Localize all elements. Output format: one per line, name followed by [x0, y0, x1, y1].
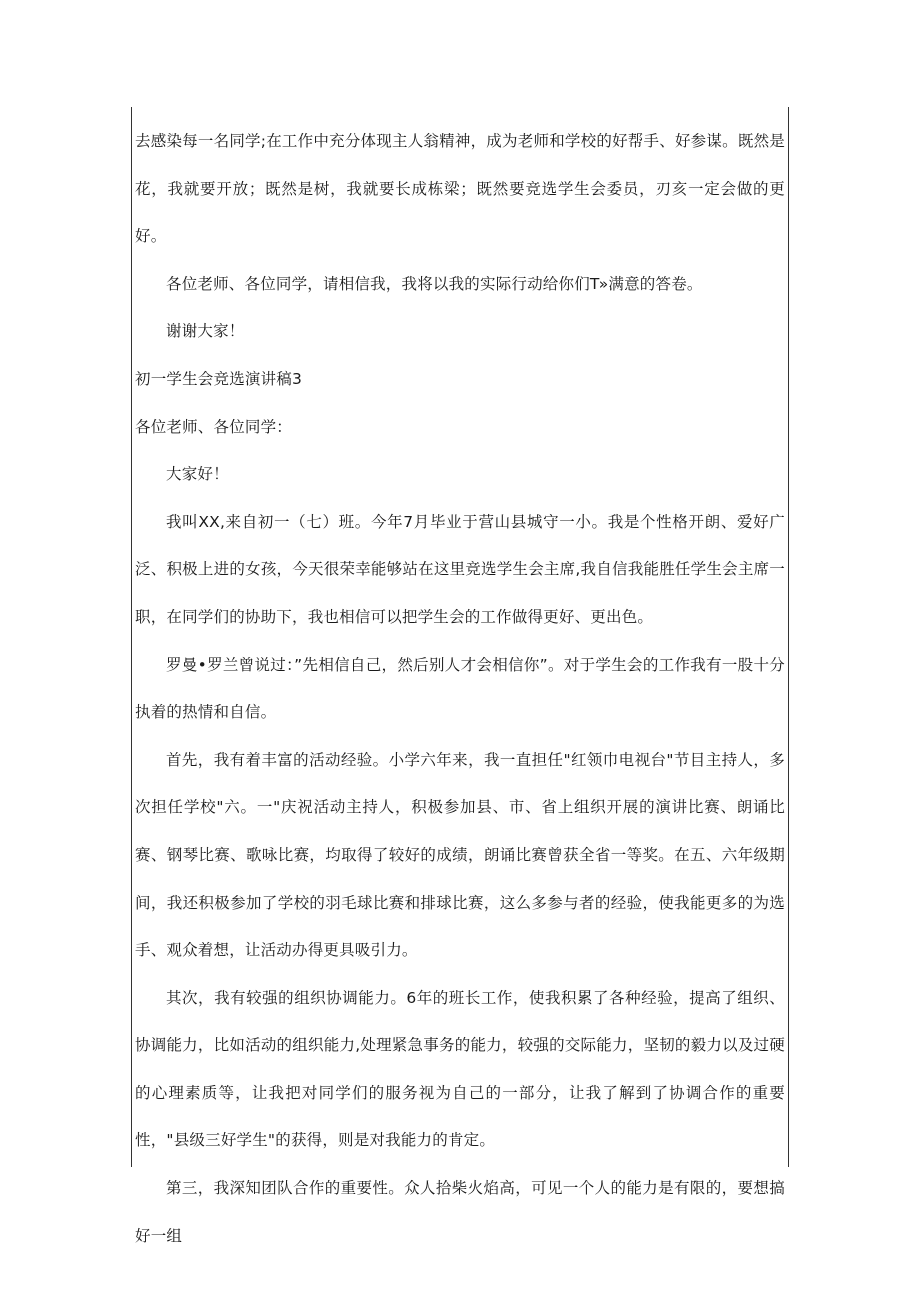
- document-body: [135, 118, 785, 1260]
- paragraph-continuation: 去感染每一名同学;在工作中充分体现主人翁精神，成为老师和学校的好帮手、好参谋。既然是花，我就要开放；既然是树，我就要长成栋梁；既然要竞选学生会委员，刃亥一定会做的更好。: [135, 132, 785, 246]
- paragraph-experience: 首先，我有着丰富的活动经验。小学六年来，我一直担任"红领巾电视台"节目主持人，多次担任学校"六。一"庆祝活动主持人，积极参加县、市、省上组织开展的演讲比赛、朗诵比赛、钢琴比赛、歌咏比赛，均取得了较好的成绩，朗诵比赛曾获全省一等奖。在五、六年级期间，我还积极参加了学校的羽毛球比赛和排球比赛，这么多参与者的经验，使我能更多的为选手、观众着想，让活动办得更具吸引力。: [135, 750, 785, 960]
- paragraph-quote: 罗曼•罗兰曾说过：”先相信自己，然后别人才会相信你”。对于学生会的工作我有一股十分执着的热情和自信。: [135, 655, 785, 722]
- section-title: 初一学生会竞选演讲稿3: [135, 369, 303, 388]
- paragraph-organization: 其次，我有较强的组织协调能力。6年的班长工作，使我积累了各种经验，提高了组织、协调能力，比如活动的组织能力,处理紧急事务的能力，较强的交际能力，坚韧的毅力以及过硬的心理素质等，让我把对同学们的服务视为自己的一部分，让我了解到了协调合作的重要性，"县级三好学生"的获得，则是对我能力的肯定。: [135, 988, 785, 1150]
- greeting: 大家好！: [166, 465, 229, 484]
- paragraph-teamwork: 第三，我深知团队合作的重要性。众人拾柴火焰高，可见一个人的能力是有限的，要想搞好一组: [135, 1179, 785, 1245]
- right-margin-rule: [788, 107, 789, 1167]
- paragraph-introduction: 我叫XX,来自初一（七）班。今年7月毕业于营山县城守一小。我是个性格开朗、爱好广泛、积极上进的女孩，今天很荣幸能够站在这里竞选学生会主席,我自信我能胜任学生会主席一职，在同学们的协助下，我也相信可以把学生会的工作做得更好、更出色。: [135, 512, 785, 626]
- salutation: 各位老师、各位同学：: [135, 417, 293, 436]
- paragraph-appeal: 各位老师、各位同学，请相信我，我将以我的实际行动给你们T»满意的答卷。: [166, 274, 703, 293]
- paragraph-thanks: 谢谢大家！: [166, 322, 245, 341]
- left-margin-rule: [131, 107, 132, 1167]
